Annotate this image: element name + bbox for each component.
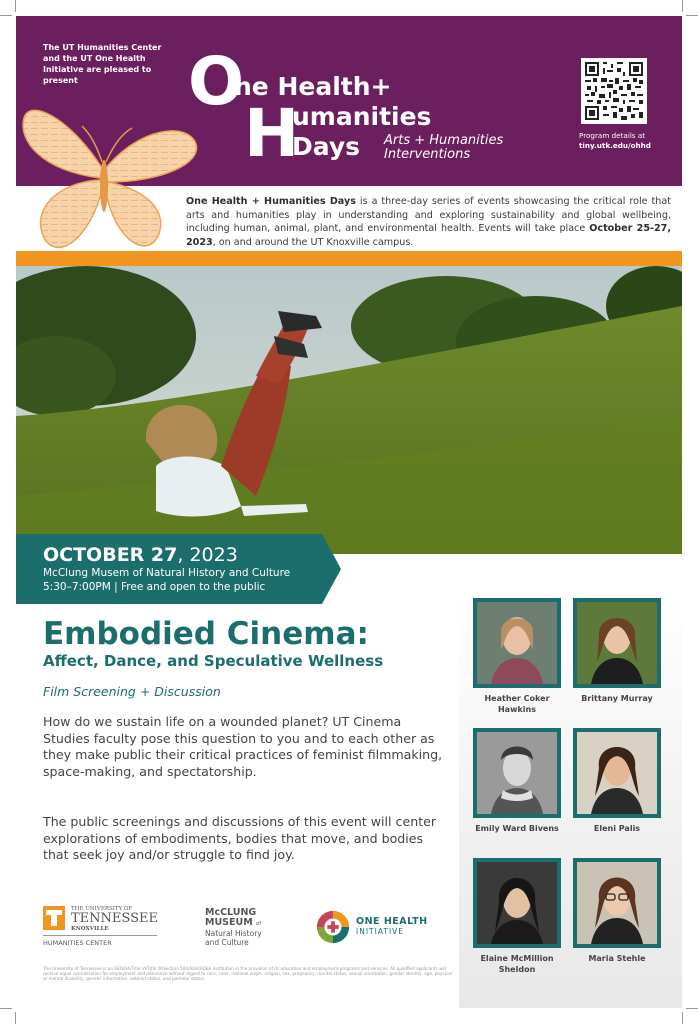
ut-department: HUMANITIES CENTER	[43, 939, 112, 947]
qr-caption-line1: Program details at	[579, 131, 646, 140]
ut-line3: KNOXVILLE	[71, 926, 109, 932]
logo-letter-o: O	[188, 43, 245, 120]
logo-line-humanities: umanities	[292, 102, 432, 131]
faculty-photo-frame	[573, 858, 661, 948]
poster	[16, 16, 682, 1008]
power-t-icon	[43, 906, 65, 930]
faculty-portrait	[477, 602, 557, 684]
event-subtitle: Affect, Dance, and Speculative Wellness	[43, 652, 384, 670]
one-health-emblem-icon	[314, 908, 352, 946]
qr-caption	[579, 131, 679, 150]
logo-subtitle	[384, 134, 503, 162]
hero-photo	[16, 266, 682, 554]
logo-line-days: Days	[292, 132, 361, 161]
ut-humanities-logo	[43, 906, 163, 950]
faculty-name: Brittany Murray	[581, 694, 653, 703]
intro-text-1: is a three-day series of events showcasing the critical role that arts and humanities play in understanding and exploring sustainability and global wellbeing, including human, animal, plant, and environmental health. Events will take place	[186, 196, 671, 234]
crop-mark	[682, 0, 683, 12]
qr-code-icon	[585, 62, 643, 120]
faculty-card	[471, 598, 563, 715]
faculty-card	[571, 858, 663, 965]
faculty-photo-frame	[573, 598, 661, 688]
event-date	[43, 544, 238, 566]
faculty-portrait	[477, 862, 557, 944]
faculty-name: Heather Coker Hawkins	[484, 694, 550, 714]
event-description-1: How do we sustain life on a wounded planet? UT Cinema Studies faculty pose this question to you and to each other as they make public their critical practices of feminist filmmaking, space-making, and spectatorship.	[43, 714, 443, 779]
logo-letter-h: H	[244, 95, 300, 172]
event-type: Film Screening + Discussion	[43, 684, 221, 699]
mc-of: of	[255, 921, 262, 927]
fine-print: The University of Tennessee is an EEO/AA/Title VI/Title IX/Section 504/ADA/ADEA institution in the provision of its education and employment programs and services. All qualified applicants will receive equal consideration for employment and admission without regard to race, color, national origin, religion, sex, pregnancy, marital status, sexual orientation, gender identity, age, physical or mental disability, genetic information, veteran status, and parental status.	[43, 966, 452, 982]
butterfly-illustration	[16, 78, 210, 268]
crop-mark	[0, 1008, 12, 1009]
presenters-text: The UT Humanities Center and the UT One Health Initiative are pleased to present	[43, 43, 162, 85]
mc-line3: Natural History	[205, 929, 262, 938]
oh-line1: ONE HEALTH	[356, 916, 428, 927]
mc-line4: and Culture	[205, 938, 249, 947]
mcclung-museum-logo	[205, 908, 295, 952]
faculty-portrait	[577, 732, 657, 814]
logo-subtitle-line2: Interventions	[384, 147, 471, 162]
one-health-logo	[314, 908, 454, 948]
ut-line2: TENNESSEE	[71, 911, 158, 926]
logo-line-one-health: ne Health+	[234, 72, 392, 101]
event-date-day: OCTOBER 27	[43, 544, 178, 566]
ut-line1: THE UNIVERSITY OF	[71, 906, 133, 912]
qr-code[interactable]	[581, 58, 647, 124]
faculty-photo-frame	[573, 728, 661, 818]
crop-mark	[686, 1008, 698, 1009]
faculty-portrait	[577, 602, 657, 684]
faculty-portrait	[477, 732, 557, 814]
ut-rule	[43, 935, 157, 936]
crop-mark	[686, 15, 698, 16]
faculty-portrait	[577, 862, 657, 944]
intro-lead: One Health + Humanities Days	[186, 196, 356, 207]
faculty-card	[571, 598, 663, 705]
faculty-card	[471, 858, 563, 975]
event-description-2: The public screenings and discussions of this event will center explorations of embodiments, bodies that move, and bodies that seek joy and/or struggle to find joy.	[43, 814, 437, 863]
faculty-card	[471, 728, 563, 835]
crop-mark	[15, 0, 16, 12]
faculty-card	[571, 728, 663, 835]
faculty-name: Maria Stehle	[588, 954, 646, 963]
qr-caption-url[interactable]: tiny.utk.edu/ohhd	[579, 140, 651, 150]
orange-divider	[16, 251, 682, 266]
faculty-name: Eleni Palis	[593, 824, 641, 833]
faculty-name: Elaine McMillion Sheldon	[480, 954, 554, 974]
event-date-year: , 2023	[177, 544, 238, 566]
faculty-photo-frame	[473, 858, 561, 948]
logo-subtitle-line1: Arts + Humanities	[384, 133, 504, 148]
mc-museum: MUSEUM	[205, 917, 253, 928]
event-title: Embodied Cinema:	[43, 616, 369, 652]
event-venue: McClung Musem of Natural History and Culture	[43, 567, 291, 579]
intro-dates: October 25-27, 2023	[186, 223, 671, 248]
faculty-photo-frame	[473, 728, 561, 818]
crop-mark	[682, 1012, 683, 1024]
event-time: 5:30–7:00PM | Free and open to the public	[43, 581, 266, 593]
mc-line1: McCLUNG	[205, 907, 257, 918]
faculty-photo-frame	[473, 598, 561, 688]
faculty-name: Emily Ward Bivens	[475, 824, 559, 833]
oh-line2: INITIATIVE	[356, 927, 405, 936]
mc-line2	[205, 918, 295, 929]
intro-text-2: , on and around the UT Knoxville campus.	[212, 236, 414, 248]
intro-paragraph	[186, 195, 671, 249]
crop-mark	[0, 15, 12, 16]
crop-mark	[15, 1012, 16, 1024]
